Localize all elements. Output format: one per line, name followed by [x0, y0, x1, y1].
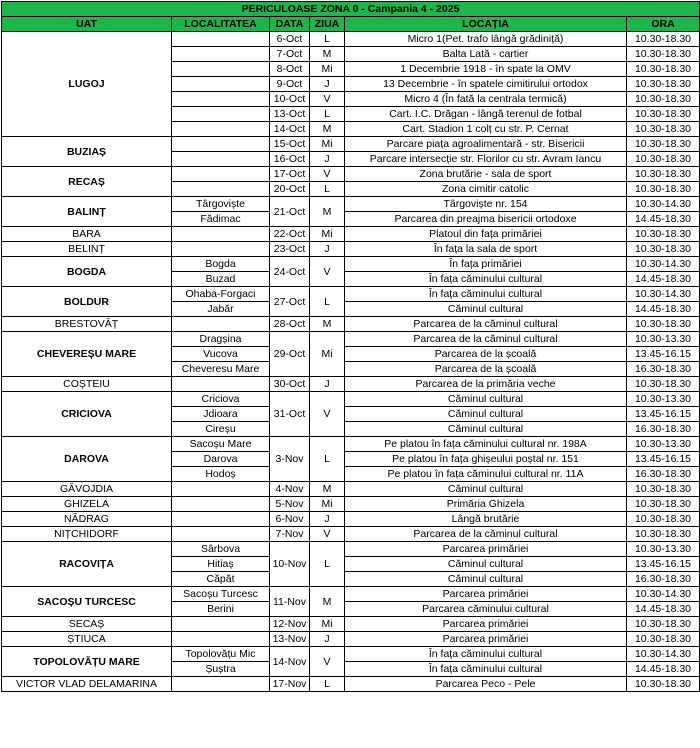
- localitate-cell: Hitiaș: [172, 557, 270, 572]
- day-cell: M: [310, 587, 345, 617]
- header-ora: ORA: [627, 17, 700, 32]
- date-cell: 17-Nov: [270, 677, 310, 692]
- header-data: DATA: [270, 17, 310, 32]
- localitate-cell: [172, 107, 270, 122]
- uat-cell: LUGOJ: [2, 32, 172, 137]
- location-cell: Parcarea primăriei: [345, 617, 627, 632]
- location-cell: Pe platou în fața căminului cultural nr. 11A: [345, 467, 627, 482]
- day-cell: J: [310, 77, 345, 92]
- time-cell: 10.30-18.30: [627, 47, 700, 62]
- uat-cell: TOPOLOVĂȚU MARE: [2, 647, 172, 677]
- location-cell: Parcarea primăriei: [345, 587, 627, 602]
- day-cell: M: [310, 482, 345, 497]
- table-row: [2, 542, 700, 557]
- date-cell: 7-Oct: [270, 47, 310, 62]
- uat-cell: CRICIOVA: [2, 392, 172, 437]
- table-row: [2, 392, 700, 407]
- table-row: [2, 647, 700, 662]
- time-cell: 10.30-18.30: [627, 107, 700, 122]
- location-cell: Parcarea Peco - Pele: [345, 677, 627, 692]
- location-cell: Cart. Stadion 1 colț cu str. P. Cernat: [345, 122, 627, 137]
- day-cell: J: [310, 152, 345, 167]
- localitate-cell: [172, 482, 270, 497]
- time-cell: 10.30-18.30: [627, 497, 700, 512]
- location-cell: Târgoviște nr. 154: [345, 197, 627, 212]
- date-cell: 28-Oct: [270, 317, 310, 332]
- location-cell: Primăria Ghizela: [345, 497, 627, 512]
- time-cell: 16.30-18.30: [627, 362, 700, 377]
- table-row: [2, 32, 700, 47]
- localitate-cell: Șuștra: [172, 662, 270, 677]
- uat-cell: RECAȘ: [2, 167, 172, 197]
- date-cell: 23-Oct: [270, 242, 310, 257]
- table-row: [2, 287, 700, 302]
- location-cell: Zona cimitir catolic: [345, 182, 627, 197]
- schedule-body: [2, 32, 700, 692]
- uat-cell: NĂDRAG: [2, 512, 172, 527]
- date-cell: 22-Oct: [270, 227, 310, 242]
- localitate-cell: Ohaba-Forgaci: [172, 287, 270, 302]
- localitate-cell: Sacoșu Mare: [172, 437, 270, 452]
- uat-cell: CHEVEREȘU MARE: [2, 332, 172, 377]
- location-cell: Parcarea primăriei: [345, 542, 627, 557]
- location-cell: Căminul cultural: [345, 392, 627, 407]
- location-cell: Parcarea căminului cultural: [345, 602, 627, 617]
- localitate-cell: Dragșina: [172, 332, 270, 347]
- localitate-cell: [172, 152, 270, 167]
- table-row: [2, 377, 700, 392]
- date-cell: 12-Nov: [270, 617, 310, 632]
- time-cell: 10.30-18.30: [627, 527, 700, 542]
- localitate-cell: Vucova: [172, 347, 270, 362]
- localitate-cell: [172, 77, 270, 92]
- date-cell: 31-Oct: [270, 392, 310, 437]
- header-locatia: LOCAȚIA: [345, 17, 627, 32]
- uat-cell: BRESTOVĂȚ: [2, 317, 172, 332]
- uat-cell: VICTOR VLAD DELAMARINA: [2, 677, 172, 692]
- uat-cell: BELINȚ: [2, 242, 172, 257]
- time-cell: 10.30-18.30: [627, 62, 700, 77]
- location-cell: În fața primăriei: [345, 257, 627, 272]
- time-cell: 10.30-18.30: [627, 317, 700, 332]
- time-cell: 10.30-13.30: [627, 542, 700, 557]
- day-cell: Mi: [310, 137, 345, 152]
- uat-cell: RACOVIȚA: [2, 542, 172, 587]
- day-cell: L: [310, 677, 345, 692]
- date-cell: 21-Oct: [270, 197, 310, 227]
- location-cell: 13 Decembrie - în spatele cimitirului ortodox: [345, 77, 627, 92]
- day-cell: Mi: [310, 227, 345, 242]
- date-cell: 4-Nov: [270, 482, 310, 497]
- location-cell: Căminul cultural: [345, 482, 627, 497]
- table-row: [2, 137, 700, 152]
- time-cell: 10.30-18.30: [627, 377, 700, 392]
- time-cell: 10.30-18.30: [627, 77, 700, 92]
- uat-cell: GHIZELA: [2, 497, 172, 512]
- header-localitate: LOCALITATEA: [172, 17, 270, 32]
- table-row: [2, 317, 700, 332]
- location-cell: Parcarea primăriei: [345, 632, 627, 647]
- localitate-cell: [172, 617, 270, 632]
- location-cell: În fața la sala de sport: [345, 242, 627, 257]
- day-cell: L: [310, 32, 345, 47]
- date-cell: 14-Nov: [270, 647, 310, 677]
- location-cell: În fața căminului cultural: [345, 287, 627, 302]
- day-cell: L: [310, 182, 345, 197]
- date-cell: 15-Oct: [270, 137, 310, 152]
- day-cell: V: [310, 527, 345, 542]
- table-row: [2, 632, 700, 647]
- day-cell: J: [310, 377, 345, 392]
- localitate-cell: Fădimac: [172, 212, 270, 227]
- localitate-cell: [172, 632, 270, 647]
- day-cell: L: [310, 107, 345, 122]
- day-cell: M: [310, 47, 345, 62]
- day-cell: L: [310, 542, 345, 587]
- date-cell: 27-Oct: [270, 287, 310, 317]
- time-cell: 16.30-18.30: [627, 422, 700, 437]
- localitate-cell: Hodoș: [172, 467, 270, 482]
- localitate-cell: Topolovățu Mic: [172, 647, 270, 662]
- localitate-cell: Jabăr: [172, 302, 270, 317]
- location-cell: Lângă brutărie: [345, 512, 627, 527]
- location-cell: Căminul cultural: [345, 557, 627, 572]
- localitate-cell: [172, 122, 270, 137]
- location-cell: Parcarea din preajma bisericii ortodoxe: [345, 212, 627, 227]
- location-cell: Parcarea de la căminul cultural: [345, 527, 627, 542]
- time-cell: 10.30-14.30: [627, 587, 700, 602]
- time-cell: 10.30-13.30: [627, 437, 700, 452]
- day-cell: V: [310, 392, 345, 437]
- day-cell: Mi: [310, 62, 345, 77]
- day-cell: J: [310, 632, 345, 647]
- location-cell: Parcarea de la școală: [345, 347, 627, 362]
- time-cell: 10.30-18.30: [627, 242, 700, 257]
- localitate-cell: Sacoșu Turcesc: [172, 587, 270, 602]
- date-cell: 14-Oct: [270, 122, 310, 137]
- localitate-cell: [172, 377, 270, 392]
- localitate-cell: Cheveresu Mare: [172, 362, 270, 377]
- date-cell: 6-Nov: [270, 512, 310, 527]
- table-row: [2, 527, 700, 542]
- localitate-cell: [172, 47, 270, 62]
- time-cell: 14.45-18.30: [627, 272, 700, 287]
- time-cell: 10.30-18.30: [627, 617, 700, 632]
- time-cell: 16.30-18.30: [627, 572, 700, 587]
- uat-cell: COȘTEIU: [2, 377, 172, 392]
- uat-cell: ȘTIUCA: [2, 632, 172, 647]
- uat-cell: BALINȚ: [2, 197, 172, 227]
- table-row: [2, 257, 700, 272]
- day-cell: Mi: [310, 497, 345, 512]
- location-cell: În fața căminului cultural: [345, 272, 627, 287]
- date-cell: 10-Nov: [270, 542, 310, 587]
- date-cell: 13-Oct: [270, 107, 310, 122]
- location-cell: În fața căminului cultural: [345, 662, 627, 677]
- table-row: [2, 227, 700, 242]
- time-cell: 10.30-18.30: [627, 182, 700, 197]
- localitate-cell: Berini: [172, 602, 270, 617]
- date-cell: 30-Oct: [270, 377, 310, 392]
- localitate-cell: [172, 182, 270, 197]
- time-cell: 13.45-16.15: [627, 452, 700, 467]
- location-cell: Micro 4 (În fată la centrala termică): [345, 92, 627, 107]
- date-cell: 3-Nov: [270, 437, 310, 482]
- time-cell: 10.30-18.30: [627, 677, 700, 692]
- date-cell: 16-Oct: [270, 152, 310, 167]
- date-cell: 6-Oct: [270, 32, 310, 47]
- localitate-cell: [172, 167, 270, 182]
- location-cell: Pe platou în fața ghișeului poștal nr. 151: [345, 452, 627, 467]
- localitate-cell: [172, 317, 270, 332]
- localitate-cell: Criciova: [172, 392, 270, 407]
- time-cell: 10.30-13.30: [627, 392, 700, 407]
- day-cell: J: [310, 512, 345, 527]
- localitate-cell: [172, 497, 270, 512]
- header-ziua: ZIUA: [310, 17, 345, 32]
- localitate-cell: [172, 227, 270, 242]
- localitate-cell: [172, 512, 270, 527]
- title-row: [2, 2, 700, 17]
- location-cell: Pe platou în fața căminului cultural nr. 198A: [345, 437, 627, 452]
- table-row: [2, 197, 700, 212]
- day-cell: M: [310, 122, 345, 137]
- day-cell: J: [310, 242, 345, 257]
- uat-cell: BUZIAȘ: [2, 137, 172, 167]
- table-row: [2, 512, 700, 527]
- date-cell: 11-Nov: [270, 587, 310, 617]
- table-row: [2, 677, 700, 692]
- time-cell: 13.45-16.15: [627, 347, 700, 362]
- time-cell: 14.45-18.30: [627, 602, 700, 617]
- localitate-cell: [172, 32, 270, 47]
- header-row: [2, 17, 700, 32]
- location-cell: Parcarea de la căminul cultural: [345, 332, 627, 347]
- table-row: [2, 167, 700, 182]
- time-cell: 10.30-18.30: [627, 32, 700, 47]
- time-cell: 14.45-18.30: [627, 662, 700, 677]
- location-cell: Balta Lată - cartier: [345, 47, 627, 62]
- time-cell: 16.30-18.30: [627, 467, 700, 482]
- date-cell: 20-Oct: [270, 182, 310, 197]
- date-cell: 10-Oct: [270, 92, 310, 107]
- time-cell: 10.30-18.30: [627, 227, 700, 242]
- day-cell: V: [310, 257, 345, 287]
- location-cell: Parcarea de la căminul cultural: [345, 317, 627, 332]
- localitate-cell: [172, 137, 270, 152]
- date-cell: 24-Oct: [270, 257, 310, 287]
- uat-cell: BARA: [2, 227, 172, 242]
- localitate-cell: [172, 527, 270, 542]
- localitate-cell: [172, 62, 270, 77]
- location-cell: Parcare intersecție str. Florilor cu str. Avram Iancu: [345, 152, 627, 167]
- location-cell: Parcare piața agroalimentară - str. Bisericii: [345, 137, 627, 152]
- date-cell: 9-Oct: [270, 77, 310, 92]
- time-cell: 10.30-18.30: [627, 122, 700, 137]
- localitate-cell: Sârbova: [172, 542, 270, 557]
- day-cell: L: [310, 287, 345, 317]
- day-cell: M: [310, 317, 345, 332]
- date-cell: 7-Nov: [270, 527, 310, 542]
- location-cell: 1 Decembrie 1918 - în spate la OMV: [345, 62, 627, 77]
- time-cell: 14.45-18.30: [627, 212, 700, 227]
- time-cell: 13.45-16.15: [627, 557, 700, 572]
- location-cell: Căminul cultural: [345, 407, 627, 422]
- localitate-cell: Cireșu: [172, 422, 270, 437]
- localitate-cell: Bogda: [172, 257, 270, 272]
- date-cell: 29-Oct: [270, 332, 310, 377]
- time-cell: 10.30-14.30: [627, 647, 700, 662]
- uat-cell: BOGDA: [2, 257, 172, 287]
- table-row: [2, 242, 700, 257]
- time-cell: 10.30-13.30: [627, 332, 700, 347]
- day-cell: V: [310, 167, 345, 182]
- uat-cell: SACOȘU TURCESC: [2, 587, 172, 617]
- table-row: [2, 437, 700, 452]
- location-cell: Platoul din fața primăriei: [345, 227, 627, 242]
- uat-cell: SECAȘ: [2, 617, 172, 632]
- uat-cell: DAROVA: [2, 437, 172, 482]
- location-cell: Parcarea de la primăria veche: [345, 377, 627, 392]
- table-row: [2, 332, 700, 347]
- location-cell: Parcarea de la școală: [345, 362, 627, 377]
- localitate-cell: [172, 677, 270, 692]
- localitate-cell: Buzad: [172, 272, 270, 287]
- localitate-cell: Căpăt: [172, 572, 270, 587]
- time-cell: 10.30-18.30: [627, 152, 700, 167]
- time-cell: 10.30-18.30: [627, 632, 700, 647]
- location-cell: Căminul cultural: [345, 302, 627, 317]
- time-cell: 10.30-18.30: [627, 167, 700, 182]
- localitate-cell: [172, 92, 270, 107]
- time-cell: 10.30-14.30: [627, 197, 700, 212]
- day-cell: V: [310, 647, 345, 677]
- day-cell: Mi: [310, 332, 345, 377]
- schedule-table: [1, 1, 700, 692]
- date-cell: 13-Nov: [270, 632, 310, 647]
- table-row: [2, 617, 700, 632]
- header-uat: UAT: [2, 17, 172, 32]
- location-cell: Căminul cultural: [345, 422, 627, 437]
- day-cell: V: [310, 92, 345, 107]
- time-cell: 10.30-18.30: [627, 137, 700, 152]
- localitate-cell: [172, 242, 270, 257]
- location-cell: Zona brutărie - sala de sport: [345, 167, 627, 182]
- time-cell: 10.30-18.30: [627, 482, 700, 497]
- day-cell: L: [310, 437, 345, 482]
- uat-cell: BOLDUR: [2, 287, 172, 317]
- day-cell: Mi: [310, 617, 345, 632]
- time-cell: 10.30-14.30: [627, 257, 700, 272]
- table-row: [2, 497, 700, 512]
- time-cell: 10.30-18.30: [627, 92, 700, 107]
- location-cell: Căminul cultural: [345, 572, 627, 587]
- location-cell: Cart. I.C. Drăgan - lângă terenul de fotbal: [345, 107, 627, 122]
- location-cell: Micro 1(Pet. trafo lângă grădiniță): [345, 32, 627, 47]
- localitate-cell: Târgoviște: [172, 197, 270, 212]
- location-cell: În fața căminului cultural: [345, 647, 627, 662]
- time-cell: 10.30-18.30: [627, 512, 700, 527]
- uat-cell: NIȚCHIDORF: [2, 527, 172, 542]
- day-cell: M: [310, 197, 345, 227]
- table-row: [2, 587, 700, 602]
- localitate-cell: Darova: [172, 452, 270, 467]
- time-cell: 14.45-18.30: [627, 302, 700, 317]
- date-cell: 5-Nov: [270, 497, 310, 512]
- time-cell: 13.45-16.15: [627, 407, 700, 422]
- date-cell: 8-Oct: [270, 62, 310, 77]
- table-row: [2, 482, 700, 497]
- time-cell: 10.30-14.30: [627, 287, 700, 302]
- table-title: PERICULOASE ZONA 0 - Campania 4 - 2025: [2, 2, 700, 17]
- date-cell: 17-Oct: [270, 167, 310, 182]
- uat-cell: GĂVOJDIA: [2, 482, 172, 497]
- localitate-cell: Jdioara: [172, 407, 270, 422]
